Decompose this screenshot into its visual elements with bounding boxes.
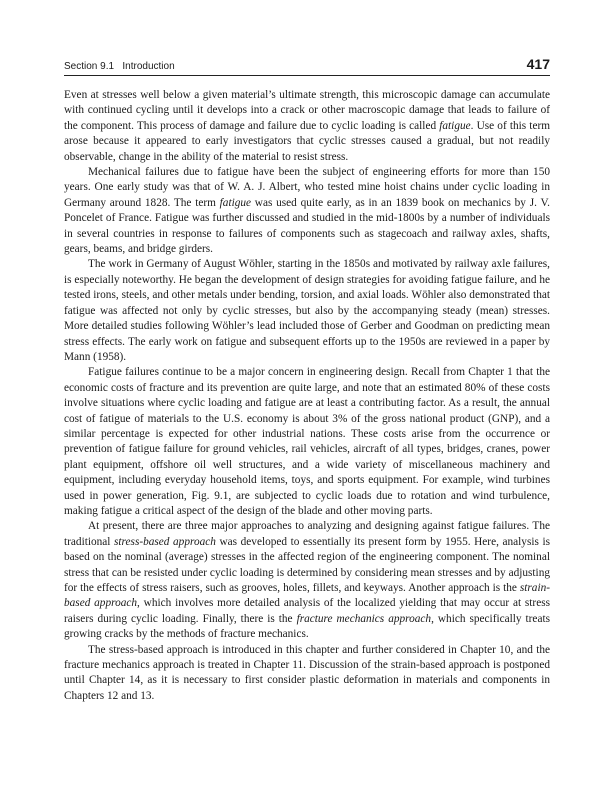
text-run: , which involves more detailed analysis of the localized yielding that may occur at stress raisers during cyclic loading. Finally, there is the [64,597,551,625]
text-run: Fatigue failures continue to be a major concern in engineering design. Recall from Chapter 1 that the economic costs of fracture and its prevention are quite large, and note that an estimated 80% of these costs involve situations where cyclic loading and fatigue are at least a contributing factor. As a result, the annual cost of fatigue of materials to the U.S. economy is about 3% of the gross national product (GNP), and a similar percentage is expected for other industrial nations. These costs arise from the occurrence or prevention of fatigue failure for ground vehicles, rail vehicles, aircraft of all types, bridges, cranes, power plant equipment, offshore oil well structures, and a wide variety of miscellaneous machinery and equipment, including everyday household items, toys, and sports equipment. For example, wind turbines used in power generation, Fig. 9.1, are subjected to cyclic loads due to rotation and wind turbulence, making fatigue a critical aspect of the design of the blade and other moving parts. [64,366,550,517]
text-run: was used quite early, as in an 1839 book on mechanics by J. V. Poncelet of France. Fatigue was further discussed and studied in the mid-1800s by a number of individuals in several countries in response to failures of components such as stagecoach and railway axles, shafts, gears, beams, and bridge girders. [64,196,550,256]
text-run: Even at stresses well below a given material’s ultimate strength, this microscopic damage can accumulate with continued cycling until it develops into a crack or other macroscopic damage that leads to failure of the component. This process of damage and failure due to cyclic loading is called [64,89,550,132]
paragraph [64,88,550,165]
text-run: Mechanical failures due to fatigue have been the subject of engineering efforts for more than 150 years. One early study was that of W. A. J. Albert, who tested mine hoist chains under cyclic loading in Germany around 1828. The term [64,166,550,209]
text-run: was developed to essentially its present form by 1955. Here, analysis is based on the nominal (average) stresses in the affected region of the engineering component. The nominal stress that can be resisted under cyclic loading is determined by considering mean stresses and by adjusting for the effects of stress raisers, such as grooves, holes, fillets, and keyways. Another approach is the [64,535,550,594]
paragraph [64,365,550,519]
emphasized-term: fatigue [439,119,471,132]
paragraph [64,257,550,365]
section-heading [64,61,175,72]
emphasized-term: fatigue [219,196,252,209]
paragraph [64,165,550,257]
page-number: 417 [526,56,550,72]
running-header [64,56,550,74]
text-run: , which specifically treats growing cracks by the methods of fracture mechanics. [64,612,550,641]
text-run: . Use of this term arose because it appeared to early investigators that cyclic stresses caused a gradual, but not readily observable, change in the ability of the material to resist stress. [64,119,551,163]
text-run: At present, there are three major approaches to analyzing and designing against fatigue failures. The traditional [64,520,550,548]
emphasized-term: strain-based approach [64,582,550,610]
paragraph [64,643,550,705]
section-title: Introduction [122,61,175,72]
emphasized-term: fracture mechanics approach [296,612,432,625]
text-run: The work in Germany of August Wöhler, starting in the 1850s and motivated by railway axle failures, is especially noteworthy. He began the development of design strategies for avoiding fatigue failure, and he tested irons, steels, and other metals under bending, torsion, and axial loads. Wöhler also demonstrated that fatigue was affected not only by cyclic stresses, but also by the accompanying steady (mean) stresses. More detailed studies following Wöhler’s lead included those of Gerber and Goodman on predicting mean stress effects. The early work on fatigue and subsequent efforts up to the 1950s are reviewed in a paper by Mann (1958). [64,258,550,363]
header-divider [64,75,550,76]
emphasized-term: stress-based approach [114,535,216,548]
text-run: The stress-based approach is introduced in this chapter and further considered in Chapter 10, and the fracture mechanics approach is treated in Chapter 11. Discussion of the strain-based approach is postponed until Chapter 14, as it is necessary to first consider plastic deformation in materials and components in Chapters 12 and 13. [64,643,550,702]
body-text [64,88,550,704]
section-number: Section 9.1 [64,61,115,72]
paragraph [64,519,550,642]
